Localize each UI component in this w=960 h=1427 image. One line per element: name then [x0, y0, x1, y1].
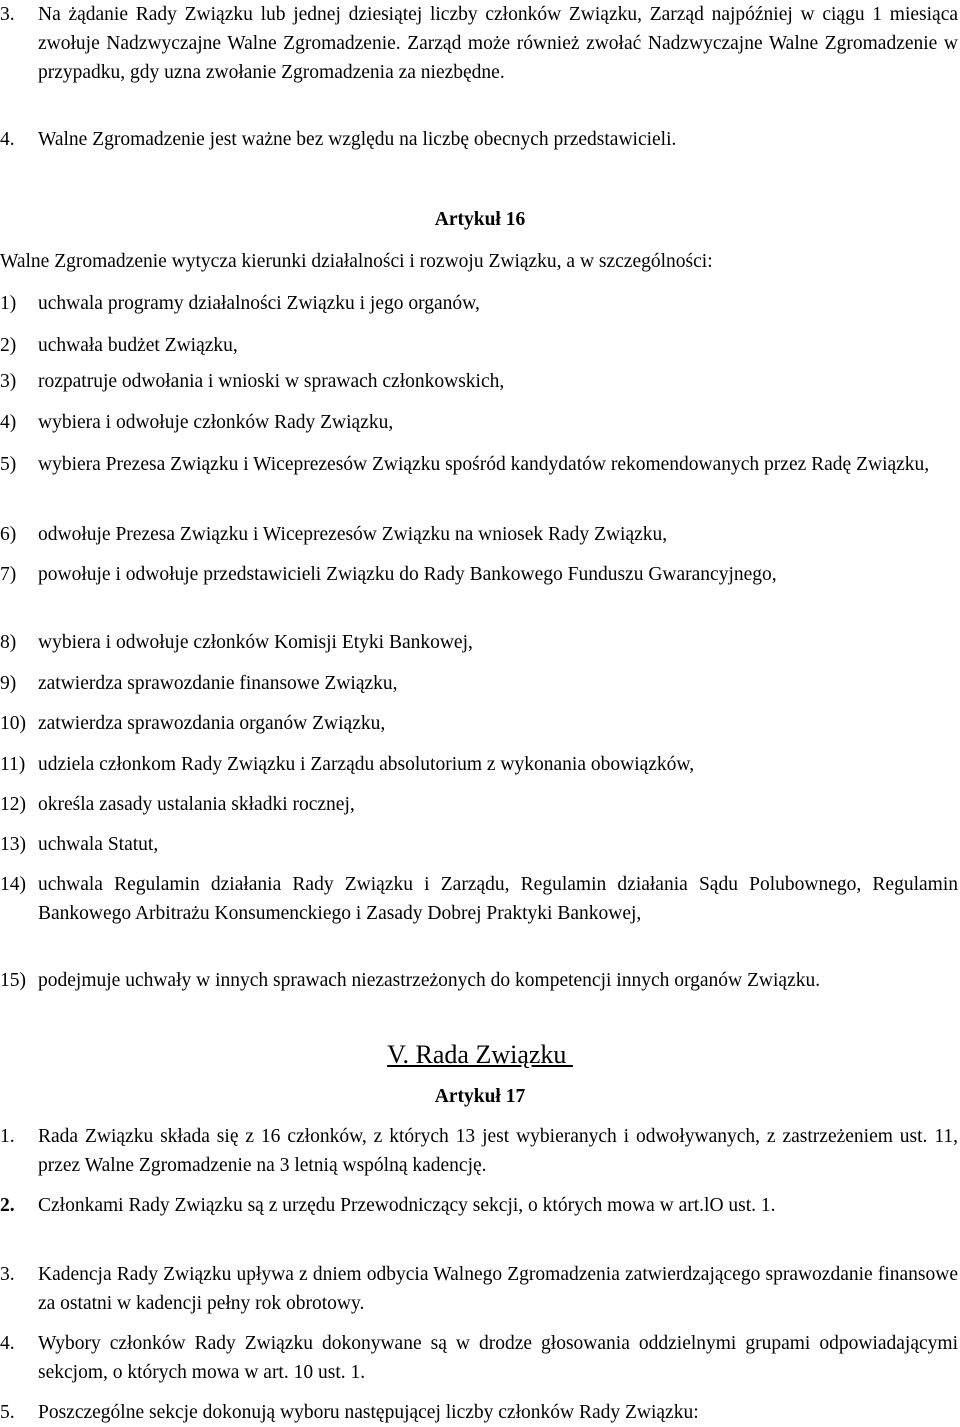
list-item — [0, 331, 958, 360]
item-number: 12) — [0, 794, 26, 815]
section-title — [0, 1040, 960, 1072]
item-text: zatwierdza sprawozdania organów Związku, — [38, 713, 386, 734]
item-number: 4) — [0, 412, 17, 433]
article-intro: Walne Zgromadzenie wytycza kierunki działalności i rozwoju Związku, a w szczególności: — [0, 251, 713, 272]
item-text: Walne Zgromadzenie jest ważne bez względu na liczbę obecnych przedstawicieli. — [38, 129, 677, 150]
item-number: 2. — [0, 1195, 15, 1216]
item-text: Członkami Rady Związku są z urzędu Przewodniczący sekcji, o których mowa w art.lO ust. 1. — [38, 1195, 776, 1216]
item-number: 1. — [0, 1126, 15, 1147]
list-item — [0, 450, 958, 479]
item-number: 8) — [0, 632, 17, 653]
list-item — [0, 709, 958, 738]
item-text: wybiera i odwołuje członków Komisji Etyki Bankowej, — [38, 632, 473, 653]
item-number: 13) — [0, 834, 26, 855]
list-item — [0, 408, 958, 437]
item-text: Kadencja Rady Związku upływa z dniem odbycia Walnego Zgromadzenia zatwierdzającego sprawozdanie finansowe za ostatni w kadencji pełny rok obrotowy. — [38, 1264, 958, 1314]
list-item — [0, 669, 958, 698]
list-item — [0, 790, 958, 819]
list-item — [0, 289, 958, 318]
list-item — [0, 830, 958, 859]
list-item — [0, 367, 958, 396]
paragraph-item — [0, 125, 958, 154]
item-text: Poszczególne sekcje dokonują wyboru następującej liczby członków Rady Związku: — [38, 1402, 699, 1423]
paragraph-item — [0, 1398, 958, 1427]
item-text: określa zasady ustalania składki rocznej, — [38, 794, 355, 815]
item-number: 4. — [0, 1333, 15, 1354]
item-number: 1) — [0, 293, 17, 314]
item-number: 14) — [0, 874, 26, 895]
list-item — [0, 870, 958, 928]
item-number: 3) — [0, 371, 17, 392]
item-text: rozpatruje odwołania i wnioski w sprawach członkowskich, — [38, 371, 505, 392]
paragraph-item — [0, 1260, 958, 1318]
item-text: Na żądanie Rady Związku lub jednej dziesiątej liczby członków Związku, Zarząd najpóźniej w ciągu 1 miesiąca zwołuje Nadzwyczajne Walne Zgromadzenie. Zarząd może również zwołać Nadzwyczajne Walne Zgromadzenie w przypadku, gdy uzna zwołanie Zgromadzenia za niezbędne. — [38, 4, 958, 83]
item-text: odwołuje Prezesa Związku i Wiceprezesów Związku na wniosek Rady Związku, — [38, 524, 668, 545]
item-number: 5) — [0, 454, 17, 475]
paragraph-item — [0, 1329, 958, 1387]
paragraph-item — [0, 1191, 958, 1220]
section-title-text: V. Rada Związku — [387, 1040, 573, 1069]
list-item — [0, 966, 958, 995]
item-text: Rada Związku składa się z 16 członków, z których 13 jest wybieranych i odwoływanych, z zastrzeżeniem ust. 11, przez Walne Zgromadzenie na 3 letnią wspólną kadencję. — [38, 1126, 958, 1176]
item-number: 6) — [0, 524, 17, 545]
item-number: 9) — [0, 673, 17, 694]
item-number: 4. — [0, 129, 15, 150]
item-number: 10) — [0, 713, 26, 734]
list-item — [0, 628, 958, 657]
paragraph-item — [0, 1122, 958, 1180]
item-text: podejmuje uchwały w innych sprawach niezastrzeżonych do kompetencji innych organów Związku. — [38, 970, 821, 991]
item-number: 3. — [0, 4, 15, 25]
item-text: wybiera Prezesa Związku i Wiceprezesów Związku spośród kandydatów rekomendowanych przez Radę Związku, — [38, 454, 930, 475]
item-text: uchwala programy działalności Związku i jego organów, — [38, 293, 480, 314]
article-heading: Artykuł 16 — [434, 209, 526, 230]
item-number: 7) — [0, 564, 17, 585]
item-text: uchwała budżet Związku, — [38, 335, 238, 356]
item-text: powołuje i odwołuje przedstawicieli Związku do Rady Bankowego Funduszu Gwarancyjnego, — [38, 564, 777, 585]
item-number: 5. — [0, 1402, 15, 1423]
paragraph-item — [0, 0, 958, 87]
item-text: uchwala Regulamin działania Rady Związku i Zarządu, Regulamin działania Sądu Polubownego, Regulamin Bankowego Arbitrażu Konsumenckiego i Zasady Dobrej Praktyki Bankowej, — [38, 874, 958, 924]
list-item — [0, 520, 958, 549]
item-number: 11) — [0, 754, 26, 775]
item-text: wybiera i odwołuje członków Rady Związku, — [38, 412, 394, 433]
item-text: uchwala Statut, — [38, 834, 159, 855]
article-heading: Artykuł 17 — [434, 1086, 526, 1107]
item-text: Wybory członków Rady Związku dokonywane są w drodze głosowania oddzielnymi grupami odpowiadającymi sekcjom, o których mowa w art. 10 ust. 1. — [38, 1333, 958, 1383]
list-item — [0, 560, 958, 589]
list-item — [0, 750, 958, 779]
item-text: zatwierdza sprawozdanie finansowe Związku, — [38, 673, 398, 694]
item-number: 2) — [0, 335, 17, 356]
item-number: 3. — [0, 1264, 15, 1285]
item-number: 15) — [0, 970, 26, 991]
item-text: udziela członkom Rady Związku i Zarządu absolutorium z wykonania obowiązków, — [38, 754, 695, 775]
